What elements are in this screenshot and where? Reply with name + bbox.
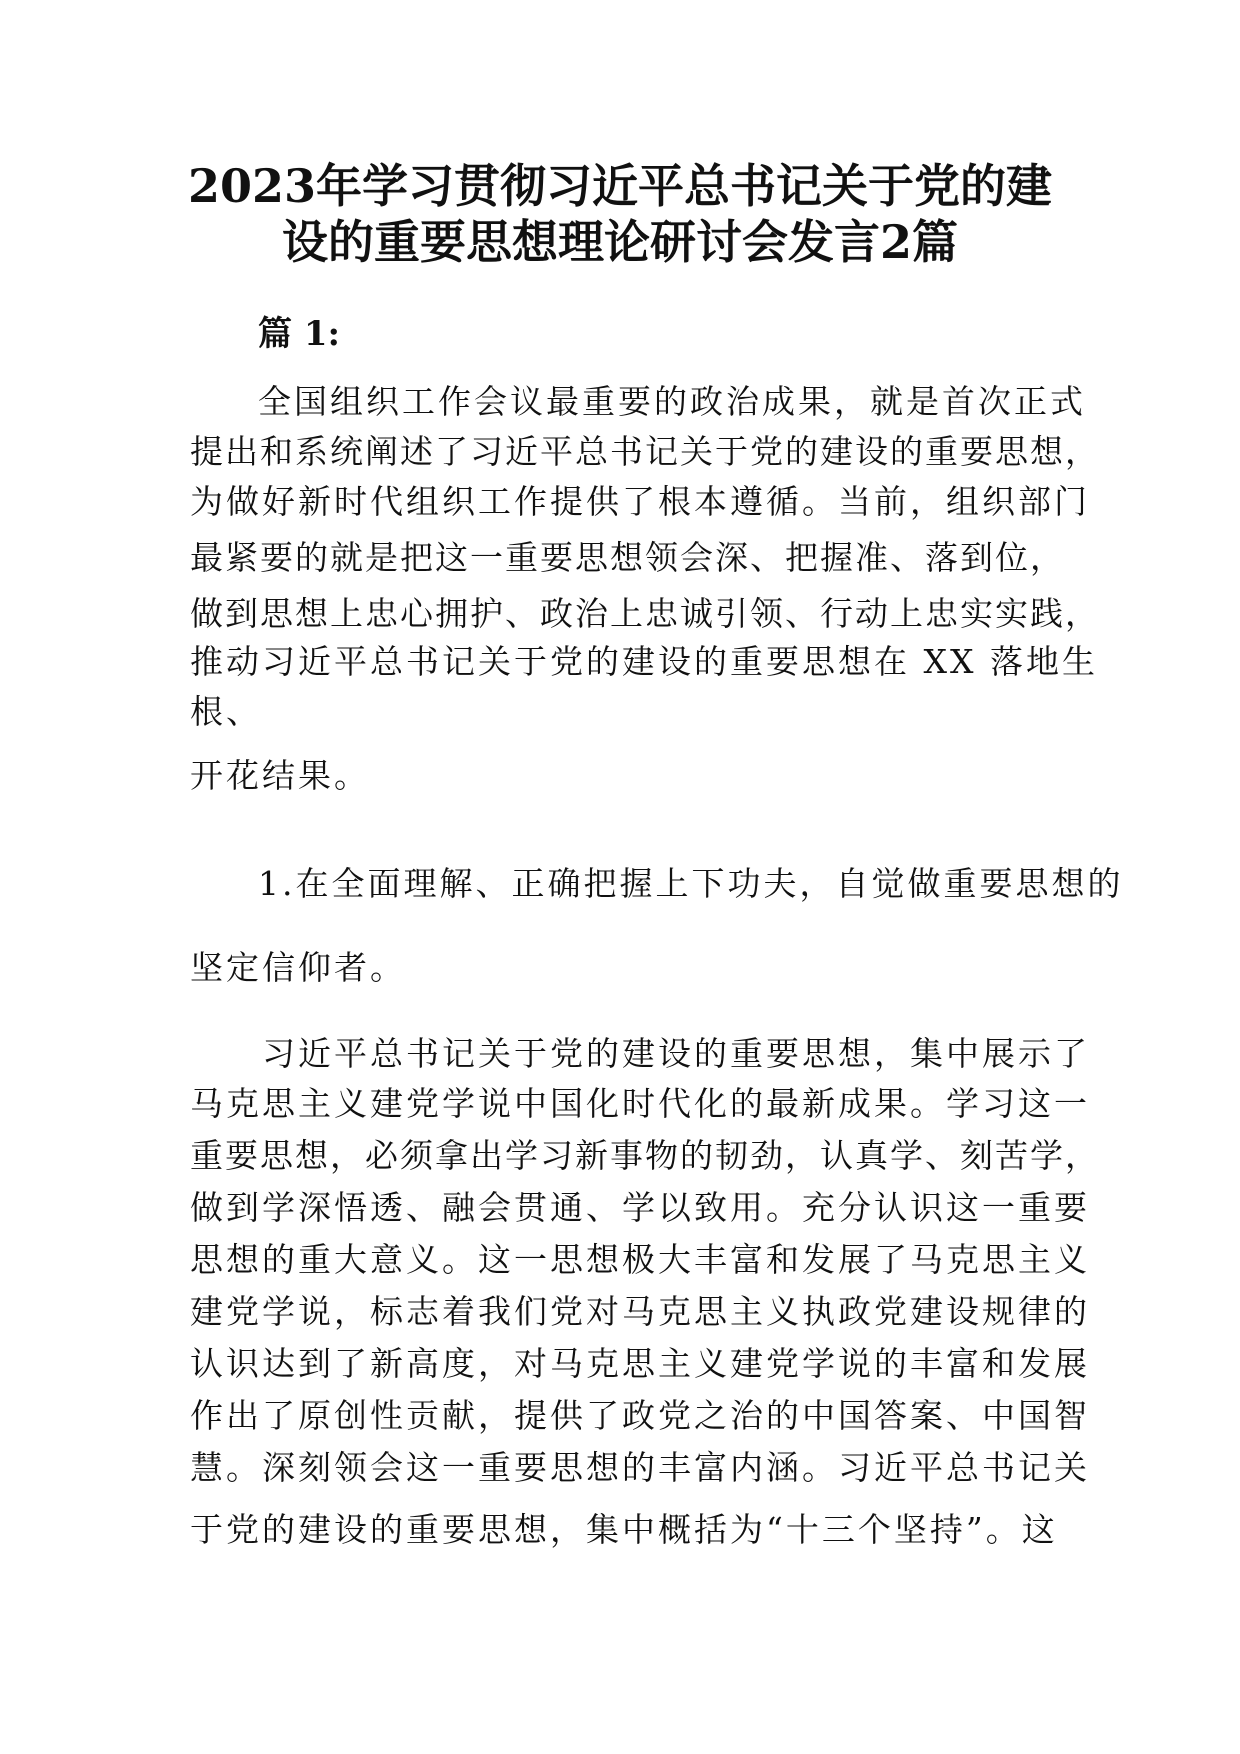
- document-title-line-2: 设的重要思想理论研讨会发言2篇: [281, 215, 958, 269]
- paragraph-line: 思想的重大意义。这一思想极大丰富和发展了马克思主义: [190, 1240, 1090, 1279]
- paragraph-line: 重要思想，必须拿出学习新事物的韧劲，认真学、刻苦学，: [190, 1136, 1100, 1175]
- paragraph-line: 于党的建设的重要思想，集中概括为“十三个坚持”。这: [190, 1510, 1058, 1549]
- item-line: 坚定信仰者。: [190, 948, 406, 987]
- paragraph-line: 建党学说，标志着我们党对马克思主义执政党建设规律的: [190, 1292, 1090, 1331]
- paragraph-line: 根、: [190, 692, 262, 731]
- paragraph-line: 推动习近平总书记关于党的建设的重要思想在 XX 落地生: [190, 642, 1098, 681]
- paragraph-line: 为做好新时代组织工作提供了根本遵循。当前，组织部门: [190, 482, 1090, 521]
- paragraph-line: 提出和系统阐述了习近平总书记关于党的建设的重要思想，: [190, 432, 1100, 471]
- paragraph-line: 做到学深悟透、融会贯通、学以致用。充分认识这一重要: [190, 1188, 1090, 1227]
- document-title-line-1: 2023年学习贯彻习近平总书记关于党的建: [187, 159, 1053, 213]
- paragraph-line: 开花结果。: [190, 756, 370, 795]
- paragraph-line: 马克思主义建党学说中国化时代化的最新成果。学习这一: [190, 1084, 1090, 1123]
- paragraph-line: 认识达到了新高度，对马克思主义建党学说的丰富和发展: [190, 1344, 1090, 1383]
- paragraph-line: 做到思想上忠心拥护、政治上忠诚引领、行动上忠实实践，: [190, 594, 1100, 633]
- paragraph-line: 慧。深刻领会这一重要思想的丰富内涵。习近平总书记关: [190, 1448, 1090, 1487]
- paragraph-line: 习近平总书记关于党的建设的重要思想，集中展示了: [262, 1034, 1090, 1073]
- section-heading: 篇 1:: [258, 314, 341, 354]
- paragraph-line: 作出了原创性贡献，提供了政党之治的中国答案、中国智: [190, 1396, 1090, 1435]
- item-line: 1.在全面理解、正确把握上下功夫，自觉做重要思想的: [258, 864, 1124, 903]
- paragraph-line: 全国组织工作会议最重要的政治成果，就是首次正式: [258, 382, 1086, 421]
- paragraph-line: 最紧要的就是把这一重要思想领会深、把握准、落到位，: [190, 538, 1065, 577]
